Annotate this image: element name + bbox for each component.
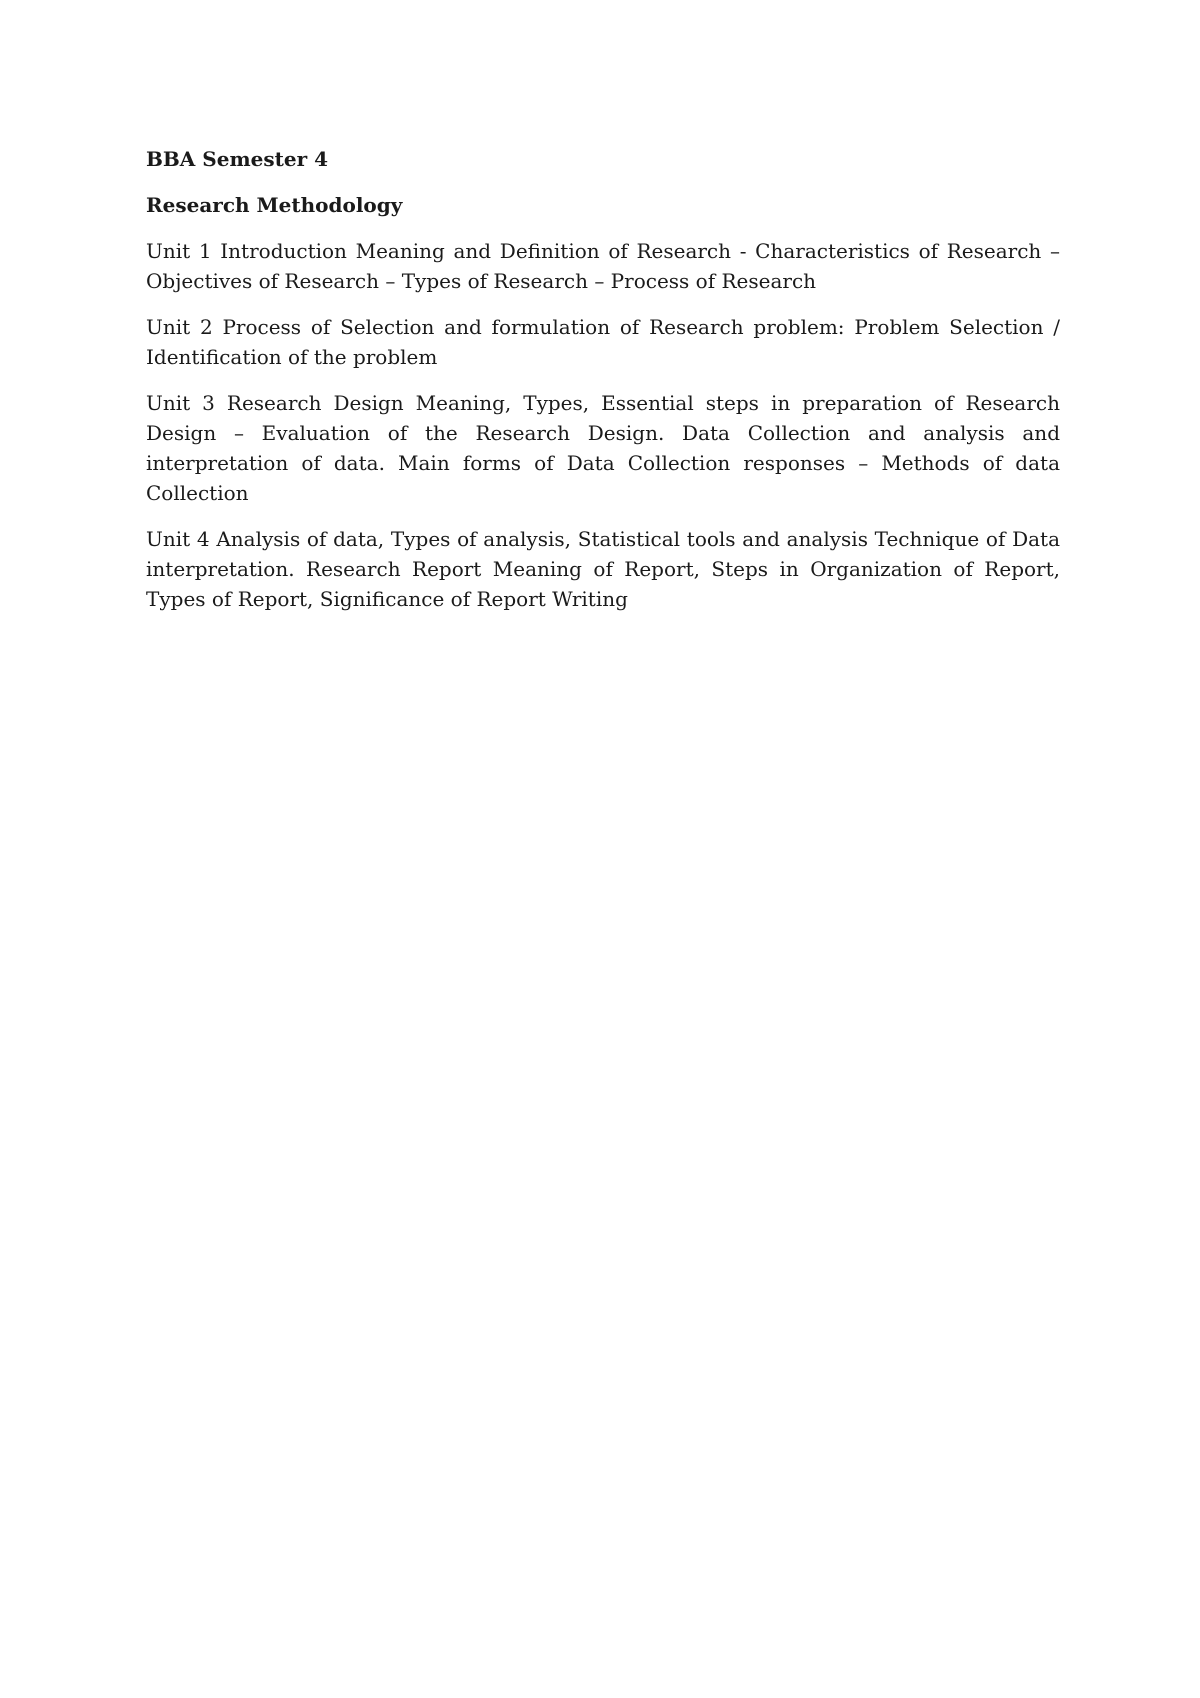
- subject-heading: Research Methodology: [146, 193, 403, 217]
- semester-heading: BBA Semester 4: [146, 147, 328, 171]
- unit-4-paragraph: Unit 4 Analysis of data, Types of analysis, Statistical tools and analysis Technique of Data interpretation. Research Report Meaning of Report, Steps in Organization of Report, Types of Report, Significance of Report Writing: [146, 527, 1060, 611]
- unit-1-paragraph: Unit 1 Introduction Meaning and Definition of Research - Characteristics of Research – Objectives of Research – Types of Research – Process of Research: [146, 239, 1060, 293]
- unit-2-paragraph: Unit 2 Process of Selection and formulation of Research problem: Problem Selection / Identification of the problem: [146, 315, 1060, 369]
- unit-3-paragraph: Unit 3 Research Design Meaning, Types, Essential steps in preparation of Research Design – Evaluation of the Research Design. Data Collection and analysis and interpretation of data. Main forms of Data Collection responses – Methods of data Collection: [146, 391, 1060, 505]
- document-body: [146, 144, 1060, 630]
